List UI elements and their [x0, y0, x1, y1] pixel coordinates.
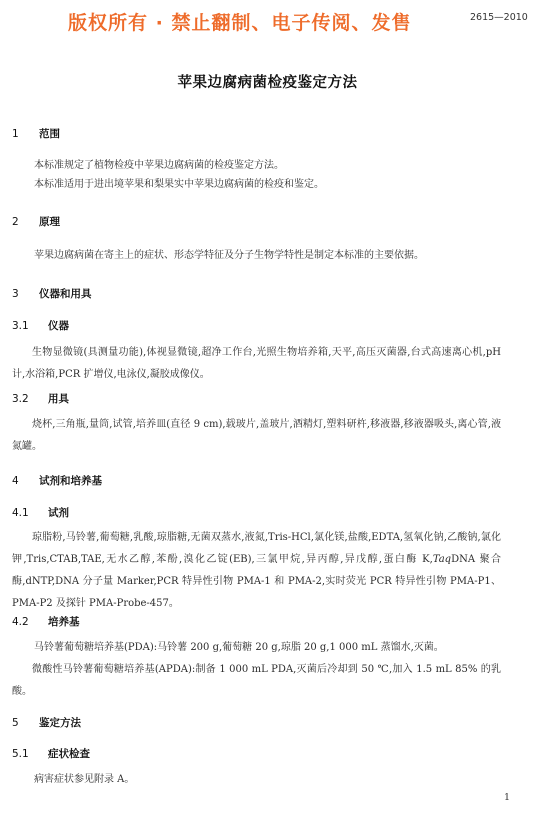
section-5-1-heading — [12, 746, 90, 761]
standard-code: 2615—2010 — [470, 12, 528, 23]
section-1-heading — [12, 126, 60, 141]
paragraph: 微酸性马铃薯葡萄糖培养基(APDA):制备 1 000 mL PDA,灭菌后冷却到 50 ℃,加入 1.5 mL 85% 的乳酸。 — [12, 664, 501, 697]
section-number: 2 — [12, 216, 19, 228]
section-title: 范围 — [39, 128, 60, 140]
copyright-watermark: 版权所有 · 禁止翻制、电子传阅、发售 — [68, 12, 412, 34]
paragraph: 马铃薯葡萄糖培养基(PDA):马铃薯 200 g,葡萄糖 20 g,琼脂 20 g,1 000 mL 蒸馏水,灭菌。 — [34, 642, 444, 653]
section-title: 仪器和用具 — [39, 288, 92, 300]
section-4-heading — [12, 473, 102, 488]
section-number: 3.1 — [12, 320, 29, 332]
section-3-1-heading — [12, 318, 69, 333]
paragraph: 烧杯,三角瓶,量筒,试管,培养皿(直径 9 cm),载玻片,盖玻片,酒精灯,塑料研杵,移液器,移液器吸头,离心管,液氮罐。 — [12, 419, 501, 452]
section-title: 试剂和培养基 — [39, 475, 102, 487]
paragraph: 本标准规定了植物检疫中苹果边腐病菌的检疫鉴定方法。 — [34, 160, 284, 171]
section-title: 试剂 — [48, 507, 69, 519]
section-number: 5.1 — [12, 748, 29, 760]
section-title: 原理 — [39, 216, 60, 228]
section-number: 3 — [12, 288, 19, 300]
section-4-2-heading — [12, 614, 80, 629]
section-2-heading — [12, 214, 60, 229]
section-title: 用具 — [48, 393, 69, 405]
paragraph: 病害症状参见附录 A。 — [34, 774, 135, 785]
section-3-2-heading — [12, 391, 69, 406]
text-run: DNA 聚合酶,dNTP,DNA 分子量 Marker,PCR 特异性引物 PMA-1 和 PMA-2,实时荧光 PCR 特异性引物 PMA-P1、PMA-P2 及探针 PMA-Probe-457。 — [12, 554, 501, 609]
section-title: 症状检查 — [48, 748, 90, 760]
text-run: 琼脂粉,马铃薯,葡萄糖,乳酸,琼脂糖,无菌双蒸水,液氮,Tris-HCl,氯化镁,盐酸,EDTA,氢氧化钠,乙酸钠,氯化钾,Tris,CTAB,TAE,无水乙醇,苯酚,溴化乙锭(EB),三氯甲烷,异丙醇,异戊醇,蛋白酶 K, — [12, 532, 501, 565]
italic-taq: Taq — [432, 554, 452, 565]
paragraph: 生物显微镜(具测量功能),体视显微镜,超净工作台,光照生物培养箱,天平,高压灭菌器,台式高速离心机,pH 计,水浴箱,PCR 扩增仪,电泳仪,凝胶成像仪。 — [12, 347, 501, 380]
section-number: 4.1 — [12, 507, 29, 519]
standard-code-prefix-obscured — [452, 10, 470, 24]
section-number: 1 — [12, 128, 19, 140]
section-4-1-heading — [12, 505, 69, 520]
page-number: 1 — [504, 792, 511, 803]
section-title: 培养基 — [48, 616, 80, 628]
section-number: 4.2 — [12, 616, 29, 628]
paragraph: 苹果边腐病菌在寄主上的症状、形态学特征及分子生物学特性是制定本标准的主要依据。 — [34, 250, 424, 261]
section-title: 仪器 — [48, 320, 69, 332]
section-3-heading — [12, 286, 92, 301]
section-number: 4 — [12, 475, 19, 487]
section-number: 3.2 — [12, 393, 29, 405]
paragraph: 本标准适用于进出境苹果和梨果实中苹果边腐病菌的检疫和鉴定。 — [34, 179, 324, 190]
section-title: 鉴定方法 — [39, 717, 81, 729]
section-number: 5 — [12, 717, 19, 729]
paragraph — [12, 527, 501, 615]
section-5-heading — [12, 715, 81, 730]
document-title: 苹果边腐病菌检疫鉴定方法 — [177, 75, 358, 91]
